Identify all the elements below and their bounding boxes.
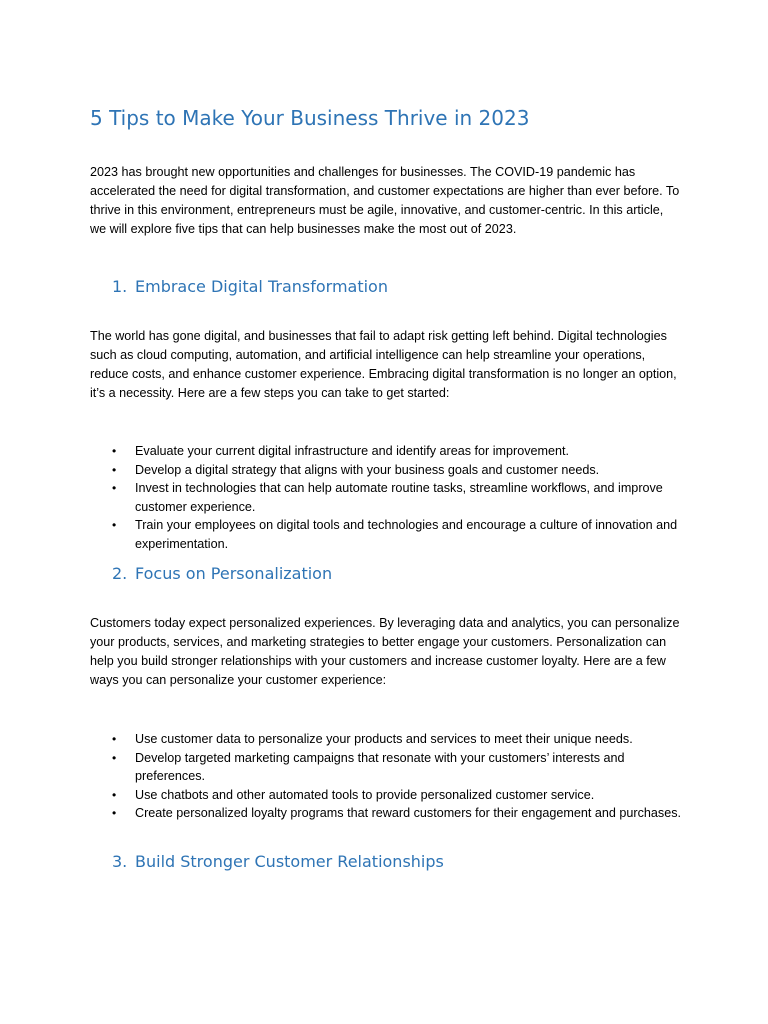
bullet-icon: • [112, 462, 117, 477]
bullet-icon: • [112, 806, 117, 820]
section-1-bullet-list [112, 442, 682, 553]
section-number-1: 1. [112, 277, 128, 296]
bullet-icon: • [112, 787, 117, 802]
intro-paragraph: 2023 has brought new opportunities and challenges for businesses. The COVID-19 pandemic has accelerated the need for digital transformation, and customer expectations are higher than ever before. To thrive in this environment, entrepreneurs must be agile, innovative, and customer-centric. In this article, we will explore five tips that can help businesses make the most out of 2023. [90, 165, 680, 236]
list-item: • Develop targeted marketing campaigns that resonate with your customers’ interests and preferences. [112, 750, 625, 783]
bullet-icon: • [112, 518, 117, 532]
section-title-2: Focus on Personalization [135, 564, 333, 583]
list-item: • Use customer data to personalize your products and services to meet their unique needs. [112, 730, 682, 749]
bullet-icon: • [112, 444, 117, 458]
section-2-bullet-list [112, 730, 682, 823]
section-2-paragraph: Customers today expect personalized experiences. By leveraging data and analytics, you can personalize your products, services, and marketing strategies to better engage your customers. Personalization can help you build stronger relationships with your customers and increase customer loyalty. Here are a few ways you can personalize your customer experience: [90, 616, 680, 687]
bullet-icon: • [112, 732, 117, 746]
list-item: • Develop a digital strategy that aligns with your business goals and customer needs. [112, 461, 682, 480]
bullet-icon: • [112, 481, 117, 495]
list-item: • Train your employees on digital tools and technologies and encourage a culture of innovation and experimentation. [112, 518, 678, 551]
section-title-1: Embrace Digital Transformation [135, 277, 388, 296]
section-heading-1 [112, 277, 388, 296]
section-1-paragraph: The world has gone digital, and businesses that fail to adapt risk getting left behind. Digital technologies such as cloud computing, automation, and artificial intelligence can help streamline your operations, reduce costs, and enhance customer experience. Embracing digital transformation is no longer an option, it’s a necessity. Here are a few steps you can take to get started: [90, 329, 677, 400]
list-item: • Use chatbots and other automated tools to provide personalized customer service. [112, 786, 682, 805]
document-title: 5 Tips to Make Your Business Thrive in 2023 [90, 106, 530, 130]
section-title-3: Build Stronger Customer Relationships [135, 852, 444, 871]
list-item: • Create personalized loyalty programs that reward customers for their engagement and purchases. [112, 804, 682, 823]
list-item: • Invest in technologies that can help automate routine tasks, streamline workflows, and improve customer experience. [112, 481, 663, 514]
section-heading-3 [112, 852, 444, 871]
bullet-icon: • [112, 750, 117, 765]
section-number-3: 3. [112, 852, 128, 871]
section-number-2: 2. [112, 564, 128, 583]
list-item: • Evaluate your current digital infrastructure and identify areas for improvement. [112, 442, 682, 461]
section-heading-2 [112, 564, 332, 583]
